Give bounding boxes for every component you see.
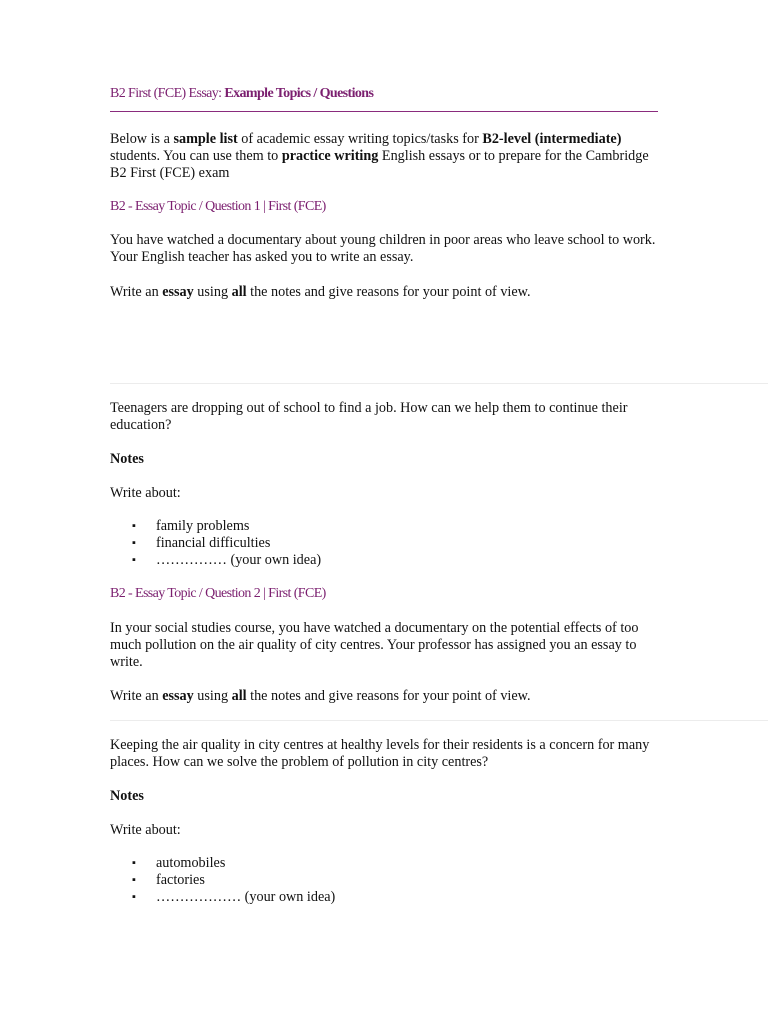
list-item <box>110 855 335 872</box>
list-item <box>110 535 321 552</box>
intro-text-3: students. You can use them to <box>110 147 282 164</box>
instruction-text: the notes and give reasons for your point of view. <box>246 284 531 300</box>
intro-bold-level: B2-level (intermediate) <box>482 131 622 147</box>
instruction-text: Write an <box>110 688 163 704</box>
list-item <box>110 552 321 569</box>
question-2-heading: B2 - Essay Topic / Question 2 | First (FCE) <box>110 586 326 601</box>
instruction-text: Write an <box>110 284 163 300</box>
section-divider <box>110 720 768 721</box>
instruction-text: using <box>193 284 232 300</box>
intro-text-2: of academic essay writing topics/tasks for <box>237 131 483 147</box>
question-1-heading: B2 - Essay Topic / Question 1 | First (FCE) <box>110 199 326 214</box>
question-1-write-about: Write about: <box>110 485 181 501</box>
bullet-icon: ▪ <box>132 554 136 566</box>
bullet-icon: ▪ <box>132 537 136 549</box>
bullet-icon: ▪ <box>132 891 136 903</box>
document-title <box>110 86 373 102</box>
note-text: family problems <box>156 518 250 534</box>
section-divider <box>110 383 768 384</box>
instruction-text: the notes and give reasons for your point of view. <box>246 688 531 704</box>
question-1-prompt: Teenagers are dropping out of school to find a job. How can we help them to continue their education? <box>110 400 628 433</box>
instruction-bold-all: all <box>231 284 247 300</box>
note-text: automobiles <box>156 855 226 871</box>
note-text: …………… (your own idea) <box>156 552 322 568</box>
intro-text-4: English essays or to prepare for the Cambridge B2 First (FCE) exam <box>110 147 649 181</box>
question-1-notes-label: Notes <box>110 451 144 467</box>
instruction-bold-essay: essay <box>162 688 194 704</box>
note-text: factories <box>156 872 205 888</box>
note-text: ……………… (your own idea) <box>156 889 336 905</box>
bullet-icon: ▪ <box>132 857 136 869</box>
title-emphasis: Example Topics / Questions <box>224 86 374 101</box>
question-1-instruction <box>110 284 666 301</box>
instruction-bold-essay: essay <box>162 284 194 300</box>
intro-bold-practice: practice writing <box>281 147 379 164</box>
question-2-write-about: Write about: <box>110 822 181 838</box>
note-text: financial difficulties <box>156 535 271 551</box>
list-item <box>110 872 335 889</box>
list-item <box>110 889 335 906</box>
question-1-notes-list <box>110 518 321 569</box>
question-2-prompt: Keeping the air quality in city centres at healthy levels for their residents is a concern for many places. How can we solve the problem of pollution in city centres? <box>110 737 650 770</box>
title-prefix: B2 First (FCE) Essay: <box>110 86 225 101</box>
bullet-icon: ▪ <box>132 520 136 532</box>
intro-bold-sample-list: sample list <box>173 131 238 147</box>
question-2-notes-list <box>110 855 335 906</box>
question-2-instruction <box>110 688 666 705</box>
list-item <box>110 518 321 535</box>
bullet-icon: ▪ <box>132 874 136 886</box>
title-underline <box>110 111 658 112</box>
question-2-context: In your social studies course, you have watched a documentary on the potential effects of too much pollution on the air quality of city centres. Your professor has assigned you an essay to write. <box>110 620 639 670</box>
instruction-bold-all: all <box>231 688 247 704</box>
question-1-context: You have watched a documentary about young children in poor areas who leave school to work. Your English teacher has asked you to write an essay. <box>110 232 656 265</box>
intro-text-1: Below is a <box>110 131 174 147</box>
intro-paragraph <box>110 131 666 181</box>
instruction-text: using <box>193 688 232 704</box>
question-2-notes-label: Notes <box>110 788 144 804</box>
